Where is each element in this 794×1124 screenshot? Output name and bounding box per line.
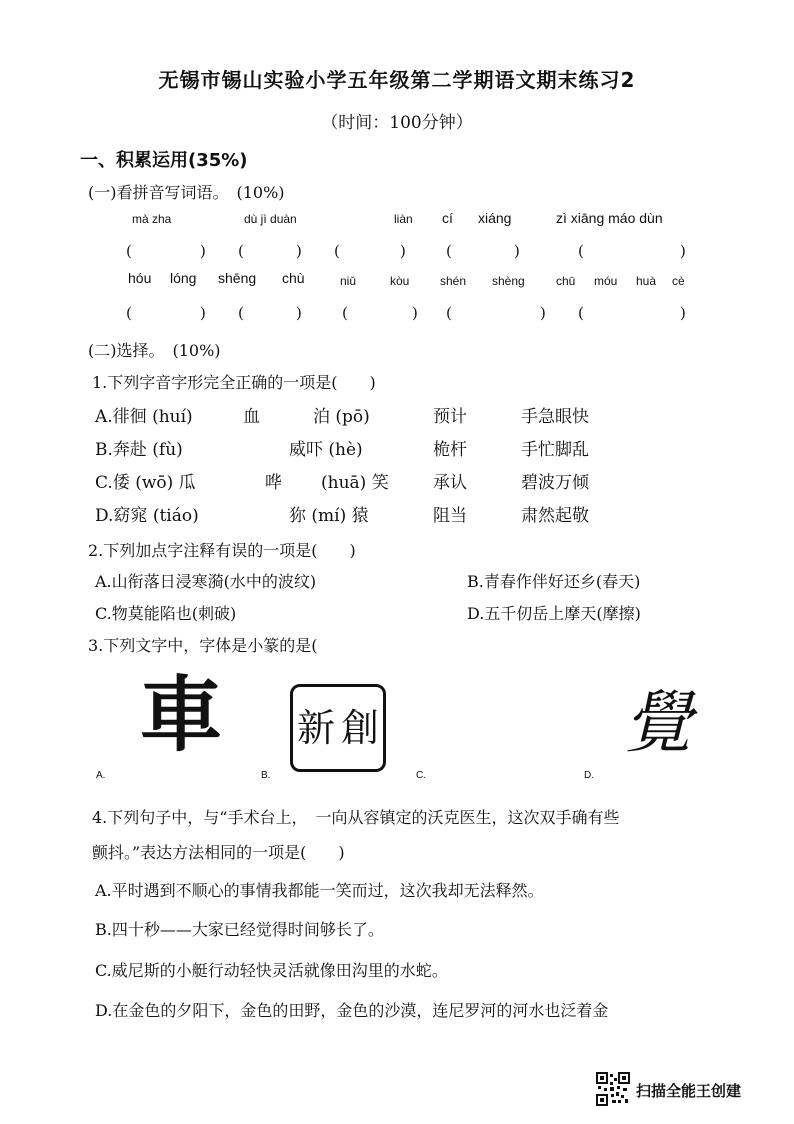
paren-open: ( <box>334 242 340 260</box>
paren-close: ) <box>200 242 206 260</box>
q2-option-c: C.物莫能陷也(刺破) <box>95 604 237 623</box>
pinyin-row2: huà <box>636 274 657 288</box>
paren-open: ( <box>238 304 244 322</box>
q4-stem-line1: 4.下列句子中，与“手术台上， 一向从容镇定的沃克医生，这次双手确有些 <box>92 808 620 827</box>
seal-image-a: 車 <box>140 667 223 763</box>
paren-close: ) <box>412 304 418 322</box>
pinyin-row2: shèng <box>492 274 525 288</box>
section1-heading: 一、积累运用(35%) <box>80 150 248 171</box>
q1-option-a: 预计 <box>433 407 467 427</box>
scanner-watermark: 扫描全能王创建 <box>636 1082 742 1100</box>
q3-label-b: B. <box>261 770 271 781</box>
q1-stem: 1.下列字音字形完全正确的一项是( ) <box>92 373 376 392</box>
part1-heading: (一)看拼音写词语。 (10%) <box>88 183 285 202</box>
pinyin-row2: shén <box>440 274 467 288</box>
paren-close: ) <box>296 242 302 260</box>
paren-close: ) <box>680 242 686 260</box>
q4-option-d: D.在金色的夕阳下，金色的田野，金色的沙漠，连尼罗河的河水也泛着金 <box>95 1001 609 1020</box>
q4-option-a: A.平时遇到不顺心的事情我都能一笑而过，这次我却无法释然。 <box>95 881 544 900</box>
seal-image-d: 覺 <box>624 684 693 763</box>
pinyin-row2: chū <box>556 274 576 288</box>
pinyin-4: cí <box>442 210 453 226</box>
pinyin-3: liàn <box>394 212 413 226</box>
paren-close: ) <box>200 304 206 322</box>
qr-code-icon <box>596 1072 630 1106</box>
page-subtitle: （时间：100分钟） <box>321 113 473 133</box>
q3-label-a: A. <box>96 770 106 781</box>
q2-stem: 2.下列加点字注释有误的一项是( ) <box>88 541 356 560</box>
seal-image-b <box>290 684 386 772</box>
q1-option-a: A.徘徊 (huí) <box>95 407 193 427</box>
paren-open: ( <box>238 242 244 260</box>
paren-open: ( <box>126 304 132 322</box>
q1-option-c: 承认 <box>433 473 467 493</box>
q1-option-d: 阻当 <box>433 506 467 526</box>
q1-option-c: (huā) 笑 <box>321 473 389 493</box>
q1-option-b: 桅杆 <box>433 440 467 460</box>
pinyin-row2: niǔ <box>340 274 357 288</box>
pinyin-row2: móu <box>594 274 618 288</box>
paren-open: ( <box>578 304 584 322</box>
pinyin-row2: cè <box>672 274 685 288</box>
q1-option-d: D.窈窕 (tiáo) <box>95 506 199 526</box>
q3-stem: 3.下列文字中，字体是小篆的是( <box>88 636 318 655</box>
pinyin-6: zì xiāng máo dùn <box>556 210 663 226</box>
paren-open: ( <box>446 304 452 322</box>
paren-close: ) <box>540 304 546 322</box>
paren-close: ) <box>680 304 686 322</box>
pinyin-row2: lóng <box>170 270 197 286</box>
paren-open: ( <box>342 304 348 322</box>
paren-open: ( <box>446 242 452 260</box>
seal-glyph-left: 新 <box>297 706 336 750</box>
pinyin-1: mà zha <box>132 212 172 226</box>
q1-option-d: 狝 (mí) 猿 <box>289 506 369 526</box>
q1-option-c: C.倭 (wō) 瓜 <box>95 473 196 493</box>
q3-label-d: D. <box>584 770 594 781</box>
q2-option-b: B.青春作伴好还乡(春天) <box>467 572 641 591</box>
paren-close: ) <box>400 242 406 260</box>
q1-option-a: 手急眼快 <box>521 407 589 427</box>
q1-option-d: 肃然起敬 <box>521 506 589 526</box>
part2-heading: (二)选择。 (10%) <box>88 341 221 360</box>
q1-option-c: 哗 <box>265 473 282 493</box>
q4-option-b: B.四十秒——大家已经觉得时间够长了。 <box>95 920 384 939</box>
q2-option-a: A.山衔落日浸寒漪(水中的波纹) <box>95 572 317 591</box>
paren-close: ) <box>296 304 302 322</box>
q4-stem-line2: 颤抖。”表达方法相同的一项是( ) <box>92 843 345 862</box>
q1-option-b: 威吓 (hè) <box>289 440 363 460</box>
pinyin-row2: kòu <box>390 274 410 288</box>
page-title: 无锡市锡山实验小学五年级第二学期语文期末练习2 <box>158 68 636 92</box>
q1-option-a: 血 <box>243 407 260 427</box>
paren-open: ( <box>126 242 132 260</box>
q1-option-b: 手忙脚乱 <box>521 440 589 460</box>
q1-option-c: 碧波万倾 <box>521 473 589 493</box>
q1-option-a: 泊 (pō) <box>313 407 370 427</box>
paren-close: ) <box>514 242 520 260</box>
paren-open: ( <box>578 242 584 260</box>
pinyin-row2: chù <box>282 270 305 286</box>
pinyin-row2: hóu <box>128 270 152 286</box>
q4-option-c: C.威尼斯的小艇行动轻快灵活就像田沟里的水蛇。 <box>95 961 448 980</box>
pinyin-row2: shēng <box>218 270 257 286</box>
pinyin-2: dù jì duàn <box>244 212 297 226</box>
seal-glyph-right: 創 <box>341 706 380 750</box>
q3-label-c: C. <box>416 770 426 781</box>
q1-option-b: B.奔赴 (fù) <box>95 440 183 460</box>
pinyin-5: xiáng <box>478 210 512 226</box>
q2-option-d: D.五千仞岳上摩天(摩擦) <box>467 604 641 623</box>
